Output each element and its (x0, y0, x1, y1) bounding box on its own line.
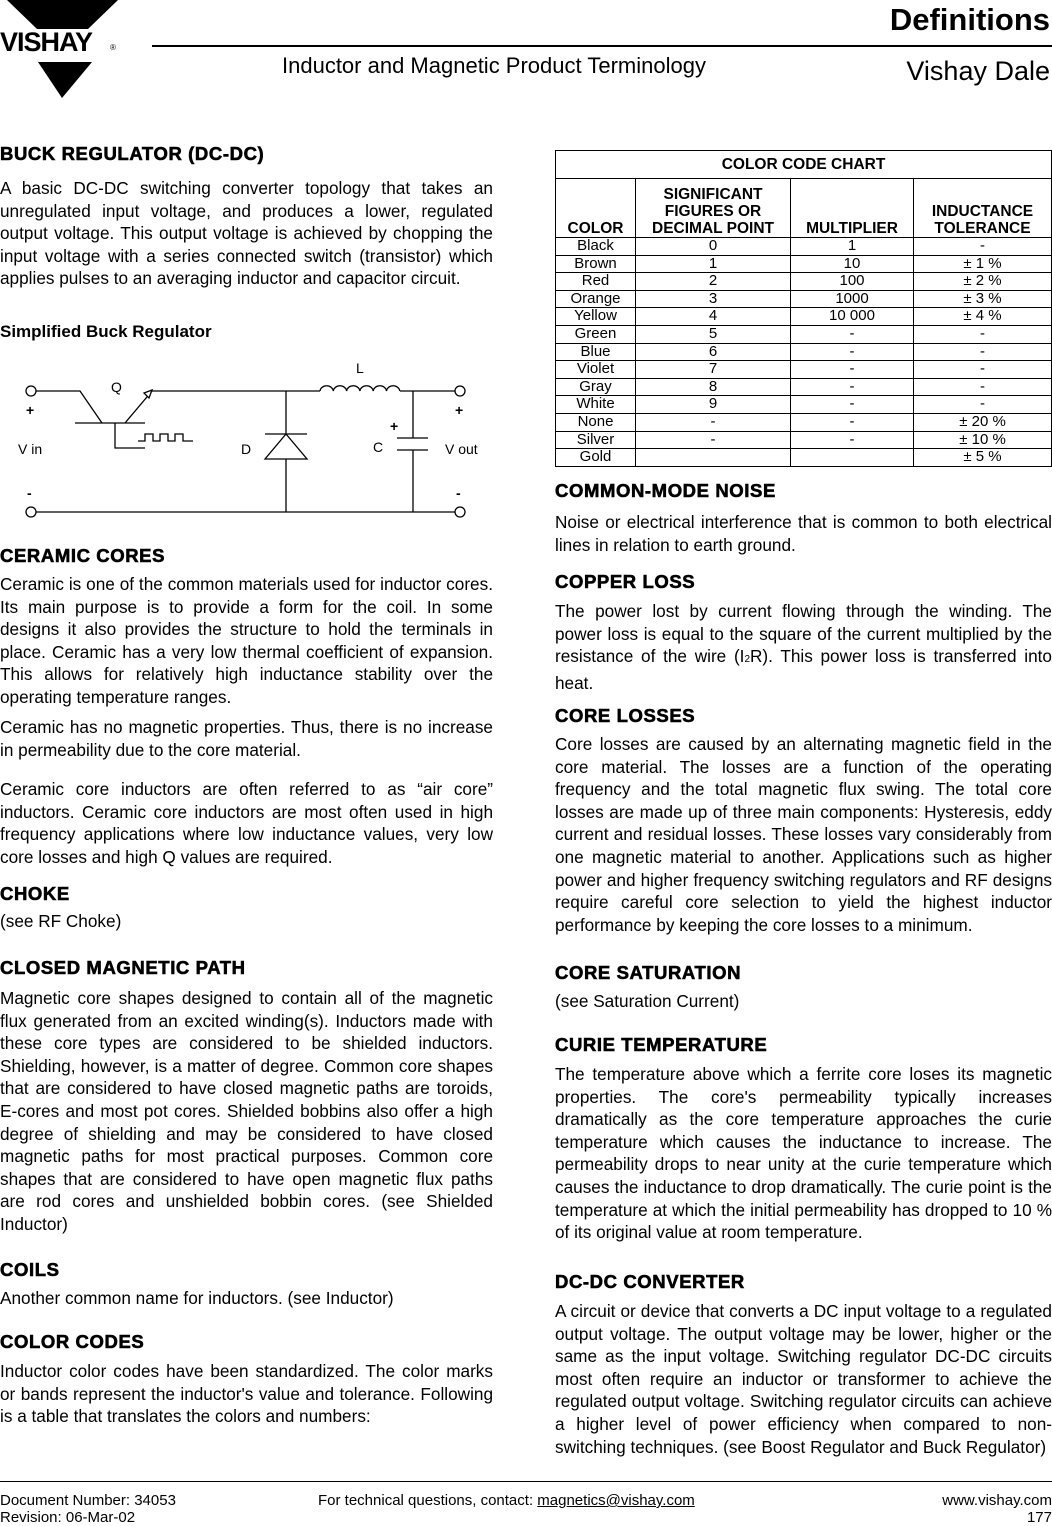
table-cell (791, 449, 914, 467)
table-row (556, 396, 1052, 414)
table-cell: 9 (636, 396, 791, 414)
table-cell: Green (556, 325, 636, 343)
table-cell: Brown (556, 255, 636, 273)
table-cell: Silver (556, 431, 636, 449)
table-cell: Blue (556, 343, 636, 361)
table-cell: - (914, 361, 1052, 379)
contact-line (318, 1492, 695, 1509)
label-l: L (356, 360, 364, 376)
label-plus: + (390, 418, 399, 434)
buck-regulator-text: A basic DC-DC switching converter topology that takes an unregulated input voltage, and produces a lower, regulated output voltage. This output voltage is achieved by chopping the input voltage with a series connected switch (transistor) which applies pulses to an averaging inductor and capacitor circuit. (0, 178, 493, 289)
table-cell: Yellow (556, 308, 636, 326)
table-cell: 2 (636, 273, 791, 291)
closed-magnetic-path-text: Magnetic core shapes designed to contain all of the magnetic flux generated from an excited winding(s). Inductors made with these core types are considered to be shielded inductors. Shielding, however, is a matter of degree. Common core shapes that are considered to have closed magnetic paths are toroids, E-cores and most pot cores. Shielded bobbins also offer a high degree of shielding and may be considered to have closed magnetic paths for most practical purposes. Common core shapes that are considered to have open magnetic flux paths are rod cores and unshielded bobbin cores. (see Shielded Inductor) (0, 988, 493, 1234)
ceramic-text-2: Ceramic has no magnetic properties. Thus, there is no increase in permeability due to the core material. (0, 717, 493, 760)
table-title: COLOR CODE CHART (556, 151, 1052, 179)
heading-closed-magnetic-path: CLOSED MAGNETIC PATH (0, 957, 246, 978)
table-cell: ± 20 % (914, 413, 1052, 431)
color-codes-text: Inductor color codes have been standardized. The color marks or bands represent the inductor's value and tolerance. Following is a table that translates the colors and numbers: (0, 1361, 493, 1427)
email-link[interactable]: magnetics@vishay.com (537, 1492, 695, 1509)
table-cell: - (914, 238, 1052, 256)
table-cell: Gold (556, 449, 636, 467)
core-losses-text: Core losses are caused by an alternating magnetic field in the core material. The losses are a function of the operating frequency and the total magnetic flux swing. The total core losses are made up of three main components: Hysteresis, eddy current and residual losses. These losses vary considerably from one magnetic material to another. Applications such as higher power and higher frequency switching regulators and RF designs require careful core selection to yield the highest inductor performance by keeping the core losses to a minimum. (555, 734, 1052, 935)
page-subtitle: Inductor and Magnetic Product Terminology (282, 53, 706, 78)
table-cell: - (636, 431, 791, 449)
copper-loss-text-b: R). This power loss is transferred into heat. (555, 646, 1052, 693)
table-row (556, 290, 1052, 308)
heading-choke: CHOKE (0, 883, 70, 904)
label-vout: V out (445, 441, 478, 457)
footer-rule (0, 1481, 1052, 1482)
label-d: D (241, 441, 252, 457)
page-title: Definitions (889, 2, 1050, 37)
table-row (556, 361, 1052, 379)
ceramic-text-3: Ceramic core inductors are often referred to as “air core” inductors. Ceramic core inductors are most often used in high frequency applications where low inductance values, very low core losses and high Q values are required. (0, 779, 493, 867)
label-q: Q (111, 379, 122, 395)
common-mode-noise-text: Noise or electrical interference that is common to both electrical lines in relation to earth ground. (555, 512, 1052, 555)
table-cell: - (914, 325, 1052, 343)
color-code-table (555, 150, 1052, 467)
table-cell: 1 (791, 238, 914, 256)
table-row (556, 378, 1052, 396)
copper-loss-text-a: The power lost by current flowing through the winding. The power loss is equal to the square of the current multiplied by the resistance of the wire (I (555, 601, 1052, 667)
heading-core-saturation: CORE SATURATION (555, 962, 742, 983)
table-cell (636, 449, 791, 467)
table-row (556, 413, 1052, 431)
table-cell: - (791, 413, 914, 431)
table-cell: 0 (636, 238, 791, 256)
page-number: 177 (1026, 1509, 1052, 1526)
table-cell: ± 10 % (914, 431, 1052, 449)
table-cell: Red (556, 273, 636, 291)
heading-core-losses: CORE LOSSES (555, 705, 696, 726)
table-row (556, 308, 1052, 326)
label-c: C (373, 439, 384, 455)
table-row (556, 325, 1052, 343)
table-cell: - (791, 361, 914, 379)
table-cell: Gray (556, 378, 636, 396)
table-cell: Orange (556, 290, 636, 308)
table-cell: - (914, 343, 1052, 361)
col-header: INDUCTANCE TOLERANCE (914, 179, 1052, 238)
table-cell: - (791, 325, 914, 343)
table-row (556, 449, 1052, 467)
table-cell: 4 (636, 308, 791, 326)
table-cell: ± 2 % (914, 273, 1052, 291)
col-header: COLOR (556, 179, 636, 238)
table-cell: Black (556, 238, 636, 256)
copper-loss-text (555, 600, 1052, 694)
heading-buck-regulator: BUCK REGULATOR (DC-DC) (0, 143, 265, 164)
table-row (556, 431, 1052, 449)
table-cell: - (791, 396, 914, 414)
table-cell: - (636, 413, 791, 431)
table-cell: 7 (636, 361, 791, 379)
col-header: MULTIPLIER (791, 179, 914, 238)
table-row (556, 343, 1052, 361)
label-vin: V in (18, 441, 43, 457)
heading-color-codes: COLOR CODES (0, 1331, 145, 1352)
table-cell: ± 4 % (914, 308, 1052, 326)
svg-text:VISHAY: VISHAY (0, 27, 93, 57)
table-cell: Violet (556, 361, 636, 379)
core-saturation-text: (see Saturation Current) (555, 991, 740, 1011)
label-plus: + (26, 402, 35, 418)
choke-text: (see RF Choke) (0, 911, 122, 931)
table-row (556, 273, 1052, 291)
table-cell: 1 (636, 255, 791, 273)
table-cell: 100 (791, 273, 914, 291)
table-cell: 8 (636, 378, 791, 396)
heading-common-mode-noise: COMMON-MODE NOISE (555, 480, 776, 501)
heading-dc-dc-converter: DC-DC CONVERTER (555, 1271, 745, 1292)
curie-temperature-text: The temperature above which a ferrite core loses its magnetic properties. The core's permeability typically increases dramatically as the core temperature approaches the curie temperature which causes the inductance to increase. The permeability drops to near unity at the curie temperature which causes the inductance to drop dramatically. The curie point is the temperature at which the initial permeability has dropped to 10 % of its original value at room temperature. (555, 1064, 1052, 1243)
table-cell: - (791, 378, 914, 396)
table-cell: 10 000 (791, 308, 914, 326)
heading-curie-temperature: CURIE TEMPERATURE (555, 1034, 768, 1055)
table-cell: - (791, 343, 914, 361)
heading-ceramic-cores: CERAMIC CORES (0, 545, 166, 566)
label-plus: + (455, 402, 464, 418)
table-row (556, 255, 1052, 273)
website-link[interactable]: www.vishay.com (942, 1492, 1052, 1509)
col-header: SIGNIFICANT FIGURES OR DECIMAL POINT (636, 179, 791, 238)
table-cell: None (556, 413, 636, 431)
table-row (556, 238, 1052, 256)
table-cell: ± 3 % (914, 290, 1052, 308)
revision: Revision: 06-Mar-02 (0, 1509, 136, 1526)
dc-dc-converter-text: A circuit or device that converts a DC input voltage to a regulated output voltage. The output voltage may be lower, higher or the same as the input voltage. Switching regulator DC-DC circuits most often require an inductor or transformer to achieve the regulated output voltage. Switching regulator circuits can achieve a higher level of power efficiency when compared to non-switching techniques. (see Boost Regulator and Buck Regulator) (555, 1301, 1052, 1457)
table-cell: - (914, 396, 1052, 414)
figure-title: Simplified Buck Regulator (0, 322, 212, 341)
table-cell: White (556, 396, 636, 414)
vishay-logo (0, 0, 125, 100)
ceramic-text-1: Ceramic is one of the common materials used for inductor cores. Its main purpose is to provide a form for the coil. In some designs it also provides the structure to hold the terminals in place. Ceramic has a very low thermal coefficient of expansion. This allows for relatively high inductance stability over the operating temperature ranges. (0, 574, 493, 707)
table-cell: ± 1 % (914, 255, 1052, 273)
label-minus: - (456, 485, 461, 501)
table-cell: 6 (636, 343, 791, 361)
label-minus: - (27, 485, 32, 501)
header-rule (152, 45, 1052, 47)
superscript: 2 (744, 654, 750, 666)
heading-coils: COILS (0, 1259, 60, 1280)
coils-text: Another common name for inductors. (see Inductor) (0, 1288, 394, 1308)
table-cell: 5 (636, 325, 791, 343)
table-cell: 1000 (791, 290, 914, 308)
buck-regulator-diagram (0, 340, 495, 530)
table-cell: ± 5 % (914, 449, 1052, 467)
table-cell: - (791, 431, 914, 449)
table-cell: - (914, 378, 1052, 396)
document-number: Document Number: 34053 (0, 1492, 176, 1509)
table-cell: 3 (636, 290, 791, 308)
table-cell: 10 (791, 255, 914, 273)
contact-label: For technical questions, contact: (318, 1492, 538, 1509)
svg-text:®: ® (110, 43, 116, 52)
heading-copper-loss: COPPER LOSS (555, 571, 696, 592)
brand-name: Vishay Dale (906, 56, 1050, 86)
